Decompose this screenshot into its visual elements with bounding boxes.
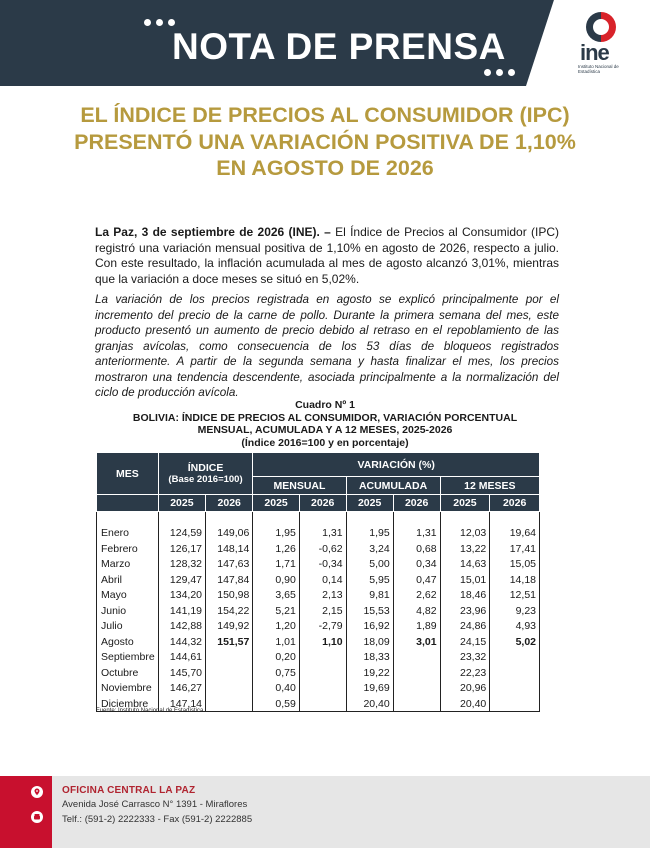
table-cell-value: 4,82 [393,603,440,619]
table-row [97,619,540,635]
table-cell-value: 24,15 [440,634,490,650]
table-cell-value: 149,06 [206,526,253,542]
table-cell-value: 1,71 [253,557,299,573]
table-cell-value: 9,23 [490,603,540,619]
dots-decoration-top [144,19,175,26]
table-row [97,526,540,542]
table-cell-month: Abril [97,572,159,588]
table-cell-month: Noviembre [97,681,159,697]
table-cell-value: 19,22 [346,665,393,681]
table-cell-month: Mayo [97,588,159,604]
table-cell-value: 148,14 [206,541,253,557]
table-row [97,665,540,681]
table-cell-value [299,665,346,681]
table-cell-value: 18,09 [346,634,393,650]
table-cell-value: 0,68 [393,541,440,557]
table-cell-value: 18,33 [346,650,393,666]
table-cell-month: Marzo [97,557,159,573]
caption-title-1: BOLIVIA: ÍNDICE DE PRECIOS AL CONSUMIDOR, VARIACIÓN PORCENTUAL [132,411,518,424]
table-cell-value: 15,01 [440,572,490,588]
logo-subtitle: Instituto Nacional de Estadística [578,64,619,74]
header-banner [0,0,650,86]
office-name: OFICINA CENTRAL LA PAZ [62,785,196,796]
col-year-header: 2025 [253,495,299,512]
table-cell-month: Diciembre [97,696,159,712]
table-cell-value: 23,96 [440,603,490,619]
col-year-header: 2025 [346,495,393,512]
col-year-header: 2026 [206,495,253,512]
table-cell-month: Junio [97,603,159,619]
table-cell-value: 0,90 [253,572,299,588]
col-year-header: 2026 [393,495,440,512]
table-cell-month: Agosto [97,634,159,650]
table-cell-value: 23,32 [440,650,490,666]
table-cell-value [206,696,253,712]
table-cell-value: 5,00 [346,557,393,573]
table-cell-value: 147,14 [158,696,205,712]
table-cell-value: 1,26 [253,541,299,557]
logo-arc-inner [593,19,609,35]
table-cell-month: Enero [97,526,159,542]
table-cell-value: 18,46 [440,588,490,604]
col-variacion-header: VARIACIÓN (%) [253,453,540,477]
table-cell-value: 0,34 [393,557,440,573]
table-body [97,512,540,712]
table-cell-value: 1,95 [253,526,299,542]
table-cell-value: 5,02 [490,634,540,650]
table-cell-value [490,696,540,712]
table-row [97,603,540,619]
table-cell-value: 0,75 [253,665,299,681]
table-row [97,650,540,666]
table-cell-value: 2,13 [299,588,346,604]
table-cell-value: 144,61 [158,650,205,666]
table-cell-value: 15,53 [346,603,393,619]
table-cell-value: 154,22 [206,603,253,619]
table-row [97,557,540,573]
table-cell-value [393,665,440,681]
table-cell-value: 22,23 [440,665,490,681]
table-cell-value [490,665,540,681]
table-cell-value: 19,64 [490,526,540,542]
caption-title-3: (Índice 2016=100 y en porcentaje) [241,436,409,449]
table-cell-value: 20,40 [440,696,490,712]
table-cell-month: Octubre [97,665,159,681]
table-cell-value: -0,34 [299,557,346,573]
table-cell-value: 141,19 [158,603,205,619]
caption-title-2: MENSUAL, ACUMULADA Y A 12 MESES, 2025-2026 [197,424,453,436]
table-cell-value: 1,31 [393,526,440,542]
dateline: La Paz, 3 de septiembre de 2026 (INE). – [95,225,331,239]
table-cell-value: 124,59 [158,526,205,542]
col-acumulada-header: ACUMULADA [346,477,440,495]
table-row [97,572,540,588]
table-cell-value: 0,14 [299,572,346,588]
col-year-blank [97,495,159,512]
table-cell-value: -2,79 [299,619,346,635]
table-cell-value [206,681,253,697]
table-spacer-row [97,512,540,526]
table-cell-value [393,696,440,712]
phone-icon [31,811,43,823]
table-cell-value: 19,69 [346,681,393,697]
table-cell-value: 24,86 [440,619,490,635]
lead-paragraph [95,225,559,287]
table-cell-value: 1,31 [299,526,346,542]
table-cell-value [299,650,346,666]
table-cell-value: 17,41 [490,541,540,557]
col-mes-header: MES [97,453,159,495]
table-cell-value: 1,95 [346,526,393,542]
table-cell-month: Febrero [97,541,159,557]
table-cell-value [393,650,440,666]
table-cell-value: 5,21 [253,603,299,619]
table-cell-value [490,650,540,666]
table-cell-value: 4,93 [490,619,540,635]
body-paragraph-italic: La variación de los precios registrada en agosto se explicó principalmente por el incremento del precio de la carne de pollo. Durante la primera semana del mes, este producto presentó un aumento de precio debido al retraso en el repoblamiento de las granjas avícolas, como consecuencia de los 53 días de bloqueos registrados anteriormente. A partir de la segunda semana y hasta finalizar el mes, los precios mostraron una tendencia descendente, asociada principalmente a la normalización del ciclo de producción avícola. [95,293,559,399]
table-cell-value [206,665,253,681]
table-cell-value: 0,59 [253,696,299,712]
table-cell-value: 149,92 [206,619,253,635]
table-cell-value: 150,98 [206,588,253,604]
table-cell-month: Septiembre [97,650,159,666]
table-cell-value: 147,63 [206,557,253,573]
dots-decoration-bottom [484,69,515,76]
table-row [97,681,540,697]
table-cell-value: 20,40 [346,696,393,712]
table-cell-value: 12,03 [440,526,490,542]
table-source: Fuente: Instituto Nacional de Estadística [96,708,204,714]
table-cell-value: -0,62 [299,541,346,557]
ine-logo [578,12,628,74]
table-row [97,541,540,557]
table-cell-value: 0,40 [253,681,299,697]
office-phone: Telf.: (591-2) 2222333 - Fax (591-2) 2222885 [62,814,253,825]
logo-text: ine [580,40,609,65]
footer-red-band [0,776,52,848]
col-year-header: 2026 [299,495,346,512]
table-row [97,588,540,604]
col-indice-base: (Base 2016=100) [168,474,243,485]
table-cell-value: 20,96 [440,681,490,697]
location-pin-icon [31,786,43,798]
table-caption [60,399,590,449]
table-cell-value: 15,05 [490,557,540,573]
table-cell-value: 13,22 [440,541,490,557]
press-release-title: NOTA DE PRENSA [172,26,506,67]
table-cell-value [490,681,540,697]
table-cell-value: 9,81 [346,588,393,604]
table-cell-value: 147,84 [206,572,253,588]
table-cell-value: 134,20 [158,588,205,604]
table-cell-value: 146,27 [158,681,205,697]
col-mensual-header: MENSUAL [253,477,346,495]
ipc-table [96,452,540,712]
footer [0,776,650,848]
table-cell-value: 142,88 [158,619,205,635]
table-cell-value: 129,47 [158,572,205,588]
table-cell-value: 144,32 [158,634,205,650]
table-cell-value: 0,47 [393,572,440,588]
headline: EL ÍNDICE DE PRECIOS AL CONSUMIDOR (IPC) PRESENTÓ UNA VARIACIÓN POSITIVA DE 1,10% EN AGOSTO DE 2026 [74,103,576,180]
table-cell-value: 3,24 [346,541,393,557]
table-cell-value: 126,17 [158,541,205,557]
table-cell-value: 0,20 [253,650,299,666]
table-cell-value [299,696,346,712]
col-indice-label: ÍNDICE [187,462,224,474]
col-year-header: 2025 [440,495,490,512]
table-cell-value: 3,01 [393,634,440,650]
table-cell-value: 1,20 [253,619,299,635]
caption-number: Cuadro Nº 1 [295,399,355,411]
table-cell-value: 1,89 [393,619,440,635]
table-cell-value: 14,18 [490,572,540,588]
col-year-header: 2025 [158,495,205,512]
table-cell-value: 14,63 [440,557,490,573]
table-row [97,634,540,650]
lead-text: El Índice de Precios al Consumidor (IPC) registró una variación mensual positiva de 1,10% en agosto de 2026, respecto a julio. Con este resultado, la inflación acumulada al mes de agosto alcanzó 3,01%, mientras que la variación a doce meses se situó en 5,02%. [95,225,560,286]
col-12meses-header: 12 MESES [440,477,539,495]
table-cell-value: 3,65 [253,588,299,604]
table-cell-value: 151,57 [206,634,253,650]
table-cell-month: Julio [97,619,159,635]
table-cell-value: 1,10 [299,634,346,650]
office-address: Avenida José Carrasco N° 1391 - Miraflores [62,799,248,810]
table-cell-value [299,681,346,697]
table-cell-value: 1,01 [253,634,299,650]
table-cell-value: 16,92 [346,619,393,635]
table-cell-value: 12,51 [490,588,540,604]
table-cell-value: 2,62 [393,588,440,604]
table-cell-value: 128,32 [158,557,205,573]
table-cell-value: 2,15 [299,603,346,619]
table-cell-value: 5,95 [346,572,393,588]
col-indice-header [158,453,253,495]
table-cell-value [206,650,253,666]
col-year-header: 2026 [490,495,540,512]
table-cell-value: 145,70 [158,665,205,681]
table-cell-value [393,681,440,697]
